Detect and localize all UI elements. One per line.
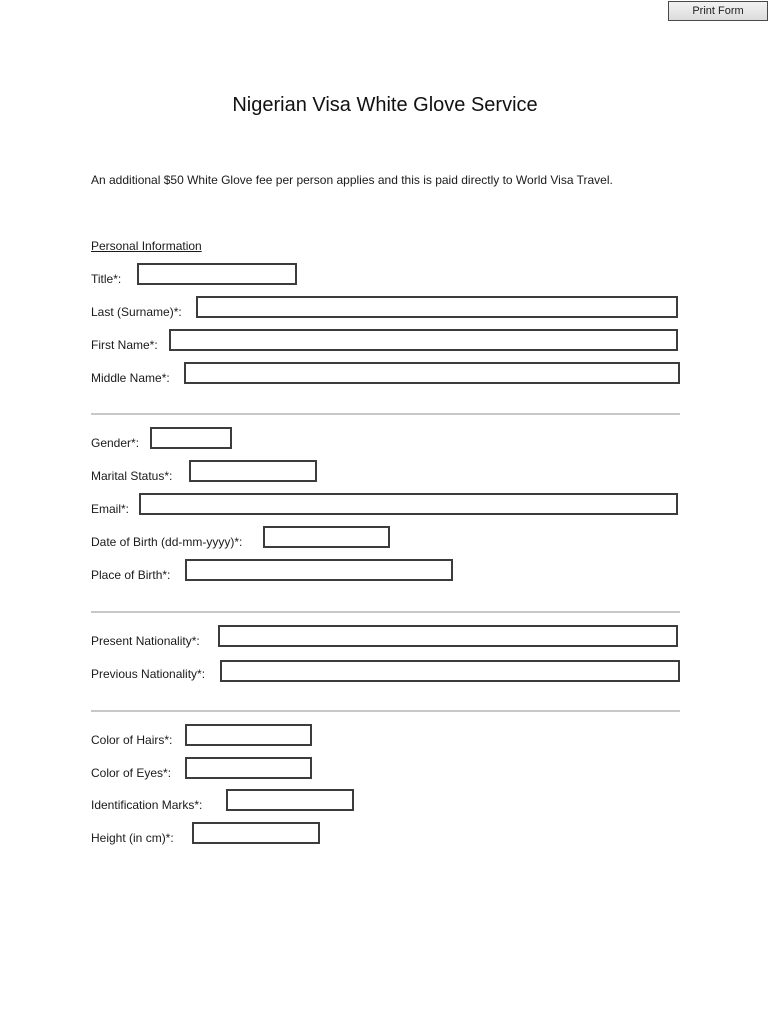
place-of-birth-field[interactable] xyxy=(185,559,453,581)
first-name-label: First Name*: xyxy=(91,338,158,352)
present-nationality-label: Present Nationality*: xyxy=(91,634,200,648)
section-divider xyxy=(91,413,680,415)
previous-nationality-field[interactable] xyxy=(220,660,680,682)
title-label: Title*: xyxy=(91,272,122,286)
hair-color-label: Color of Hairs*: xyxy=(91,733,173,747)
fee-notice: An additional $50 White Glove fee per person applies and this is paid directly to World Visa Travel. xyxy=(91,173,613,187)
section-divider xyxy=(91,611,680,613)
identification-marks-field[interactable] xyxy=(226,789,354,811)
identification-marks-label: Identification Marks*: xyxy=(91,798,203,812)
hair-color-field[interactable] xyxy=(185,724,312,746)
present-nationality-field[interactable] xyxy=(218,625,678,647)
height-field[interactable] xyxy=(192,822,320,844)
middle-name-field[interactable] xyxy=(184,362,680,384)
height-label: Height (in cm)*: xyxy=(91,831,174,845)
marital-status-field[interactable] xyxy=(189,460,317,482)
previous-nationality-label: Previous Nationality*: xyxy=(91,667,206,681)
dob-field[interactable] xyxy=(263,526,390,548)
dob-label: Date of Birth (dd-mm-yyyy)*: xyxy=(91,535,243,549)
eye-color-field[interactable] xyxy=(185,757,312,779)
email-field[interactable] xyxy=(139,493,678,515)
email-label: Email*: xyxy=(91,502,130,516)
section-divider xyxy=(91,710,680,712)
print-form-button[interactable]: Print Form xyxy=(668,1,768,21)
gender-label: Gender*: xyxy=(91,436,140,450)
gender-field[interactable] xyxy=(150,427,232,449)
section-heading-personal-information: Personal Information xyxy=(91,239,202,253)
title-field[interactable] xyxy=(137,263,297,285)
page-title: Nigerian Visa White Glove Service xyxy=(232,94,538,116)
middle-name-label: Middle Name*: xyxy=(91,371,170,385)
last-name-field[interactable] xyxy=(196,296,678,318)
last-name-label: Last (Surname)*: xyxy=(91,305,182,319)
marital-status-label: Marital Status*: xyxy=(91,469,173,483)
place-of-birth-label: Place of Birth*: xyxy=(91,568,171,582)
first-name-field[interactable] xyxy=(169,329,678,351)
eye-color-label: Color of Eyes*: xyxy=(91,766,172,780)
